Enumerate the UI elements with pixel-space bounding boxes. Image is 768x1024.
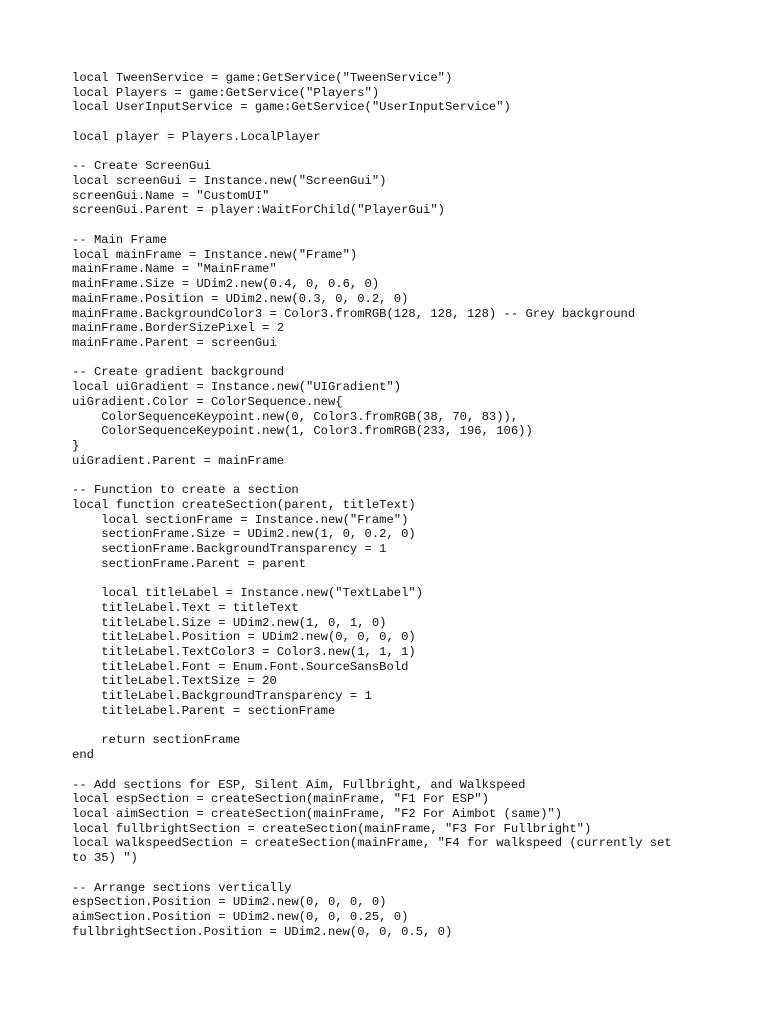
code-line: local UserInputService = game:GetService("UserInputService") <box>72 100 511 115</box>
code-line <box>72 719 712 734</box>
code-line: aimSection.Position = UDim2.new(0, 0, 0.25, 0) <box>72 909 409 924</box>
code-line: mainFrame.Parent = screenGui <box>72 335 277 350</box>
code-line: fullbrightSection.Position = UDim2.new(0, 0, 0.5, 0) <box>72 924 453 939</box>
code-line: titleLabel.Text = titleText <box>72 600 299 615</box>
code-line: mainFrame.Position = UDim2.new(0.3, 0, 0.2, 0) <box>72 291 409 306</box>
code-line: to 35) ") <box>72 851 138 866</box>
code-line: screenGui.Parent = player:WaitForChild("PlayerGui") <box>72 203 445 218</box>
code-line <box>72 145 712 160</box>
code-line: -- Create ScreenGui <box>72 159 211 174</box>
code-line: sectionFrame.Size = UDim2.new(1, 0, 0.2, 0) <box>72 527 416 542</box>
code-line: uiGradient.Parent = mainFrame <box>72 453 285 468</box>
code-line <box>72 218 712 233</box>
code-line: -- Function to create a section <box>72 483 299 498</box>
code-line: local uiGradient = Instance.new("UIGradient") <box>72 380 402 395</box>
code-line: titleLabel.BackgroundTransparency = 1 <box>72 689 372 704</box>
code-line: local Players = game:GetService("Players") <box>72 85 380 100</box>
code-line: mainFrame.Name = "MainFrame" <box>72 262 277 277</box>
code-line: titleLabel.Position = UDim2.new(0, 0, 0, 0) <box>72 630 416 645</box>
code-line <box>72 115 712 130</box>
code-line <box>72 351 712 366</box>
code-line <box>72 763 712 778</box>
code-line: mainFrame.Size = UDim2.new(0.4, 0, 0.6, 0) <box>72 277 380 292</box>
code-line: local espSection = createSection(mainFrame, "F1 For ESP") <box>72 792 489 807</box>
code-line: ColorSequenceKeypoint.new(0, Color3.fromRGB(38, 70, 83)), <box>72 409 519 424</box>
code-line: -- Add sections for ESP, Silent Aim, Fullbright, and Walkspeed <box>72 777 526 792</box>
code-line: uiGradient.Color = ColorSequence.new{ <box>72 394 343 409</box>
code-line: titleLabel.Size = UDim2.new(1, 0, 1, 0) <box>72 615 387 630</box>
code-line: local mainFrame = Instance.new("Frame") <box>72 247 358 262</box>
code-line <box>72 571 712 586</box>
code-line: local screenGui = Instance.new("ScreenGui") <box>72 174 387 189</box>
code-line: mainFrame.BorderSizePixel = 2 <box>72 321 285 336</box>
code-listing <box>72 71 712 939</box>
code-line: local titleLabel = Instance.new("TextLabel") <box>72 586 424 601</box>
code-line: local sectionFrame = Instance.new("Frame") <box>72 512 409 527</box>
code-line <box>72 468 712 483</box>
code-line: -- Arrange sections vertically <box>72 880 292 895</box>
code-line: local walkspeedSection = createSection(mainFrame, "F4 for walkspeed (currently set <box>72 836 672 851</box>
code-line: local aimSection = createSection(mainFrame, "F2 For Aimbot (same)") <box>72 806 563 821</box>
code-line: return sectionFrame <box>72 733 241 748</box>
code-line: local player = Players.LocalPlayer <box>72 129 321 144</box>
code-line: titleLabel.Parent = sectionFrame <box>72 703 336 718</box>
code-line: local function createSection(parent, titleText) <box>72 497 416 512</box>
code-line: -- Main Frame <box>72 232 168 247</box>
code-line: titleLabel.Font = Enum.Font.SourceSansBold <box>72 659 409 674</box>
code-line: ColorSequenceKeypoint.new(1, Color3.fromRGB(233, 196, 106)) <box>72 424 533 439</box>
code-line: espSection.Position = UDim2.new(0, 0, 0, 0) <box>72 895 387 910</box>
code-line: mainFrame.BackgroundColor3 = Color3.fromRGB(128, 128, 128) -- Grey background <box>72 306 636 321</box>
code-line: screenGui.Name = "CustomUI" <box>72 188 270 203</box>
code-line: sectionFrame.BackgroundTransparency = 1 <box>72 542 387 556</box>
code-line: end <box>72 748 94 763</box>
code-line: sectionFrame.Parent = parent <box>72 556 307 571</box>
code-line: titleLabel.TextColor3 = Color3.new(1, 1, 1) <box>72 645 416 660</box>
code-line <box>72 866 712 881</box>
code-line: local fullbrightSection = createSection(mainFrame, "F3 For Fullbright") <box>72 821 592 836</box>
code-line: titleLabel.TextSize = 20 <box>72 674 277 689</box>
code-line: } <box>72 438 80 453</box>
code-line: local TweenService = game:GetService("TweenService") <box>72 71 453 85</box>
code-line: -- Create gradient background <box>72 365 285 380</box>
